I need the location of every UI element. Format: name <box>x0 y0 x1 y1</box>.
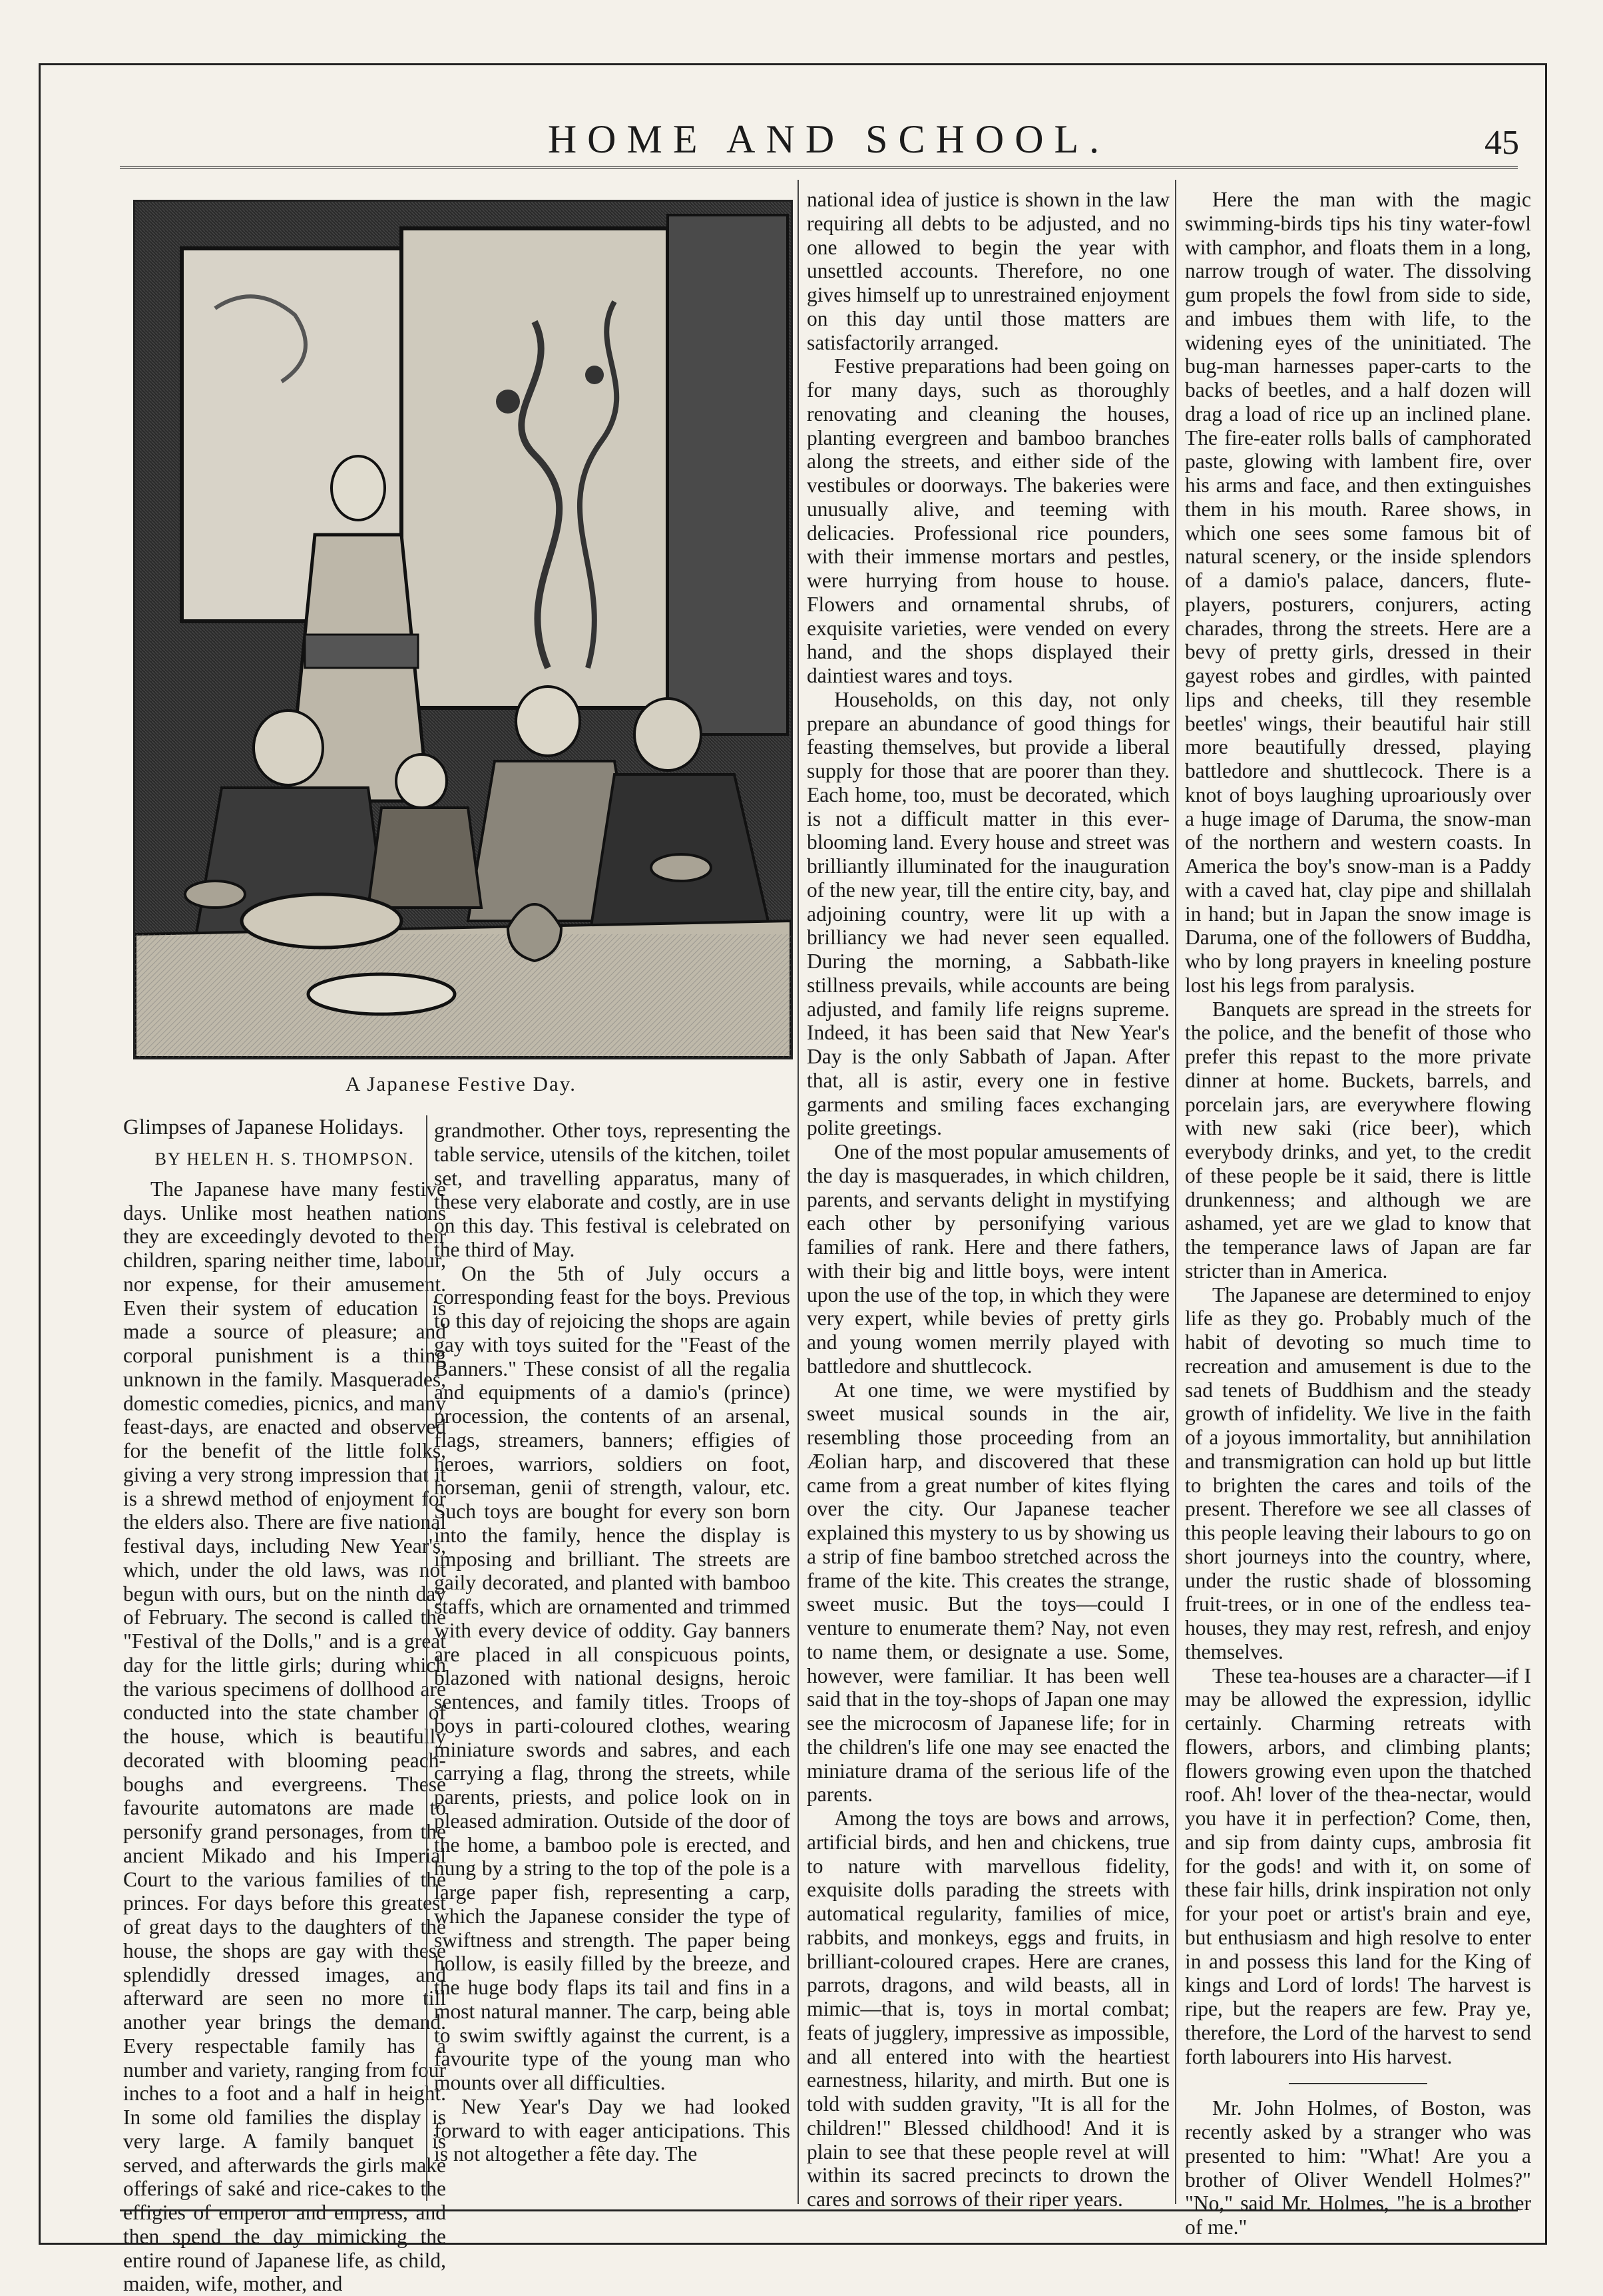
byline: BY HELEN H. S. THOMPSON. <box>154 1149 415 1169</box>
bottom-rule <box>120 2209 1518 2211</box>
article-title: Glimpses of Japanese Holidays. <box>123 1115 404 1139</box>
paragraph: Festive preparations had been going on for many days, such as thoroughly renovating and cleaning the houses, planting evergreen and bamboo branches along the streets, and either side of the vestibules or doorways. The bakeries were unusually alive, and teeming with delicacies. Professional rice pounders, with their immense mortars and pestles, were hurrying from house to house. Flowers and ornamental shrubs, of exquisite varieties, were vended on every hand, and the shops displayed their daintiest wares and toys. <box>807 354 1170 687</box>
paragraph: Banquets are spread in the streets for the police, and the benefit of those who prefer this repast to the more private dinner at home. Buckets, barrels, and porcelain jars, are everywhere flowing with new saki (rice beer), which everybody drinks, and yet, to the credit of these people be it said, there is little drunkenness; and although we are ashamed, yet are we glad to know that the temperance laws of Japan are far stricter than in America. <box>1185 997 1531 1283</box>
paragraph: grandmother. Other toys, representing the table service, utensils of the kitchen, toilet set, and travelling apparatus, many of these very elaborate and costly, are in use on this day. This festival is celebrated on the third of May. <box>434 1119 790 1261</box>
engraving-illustration-icon <box>133 200 793 1059</box>
section-rule <box>1289 2083 1427 2084</box>
paragraph: On the 5th of July occurs a corresponding feast for the boys. Previous to this day of rejoicing the shops are again gay with toys suited for the "Feast of the Banners." These consist of all the regalia and equipments of a damio's (prince) procession, the contents of an arsenal, flags, streamers, banners; effigies of heroes, warriors, soldiers on foot, horseman, genii of strength, valour, etc. Such toys are bought for every son born into the family, hence the display is imposing and brilliant. The streets are gaily decorated, and planted with bamboo staffs, which are ornamented and trimmed with every device of oddity. Gay banners are placed in all conspicuous points, blazoned with national designs, heroic sentences, and family titles. Troops of boys in parti-coloured clothes, wearing miniature swords and sabres, and each carrying a flag, throng the streets, while parents, priests, and police look on in pleased admiration. Outside of the door of the home, a bamboo pole is erected, and hung by a string to the top of the pole is a large paper fish, representing a carp, which the Japanese consider the type of swiftness and strength. The paper being hollow, is easily filled by the breeze, and the huge body flaps its tail and fins in a most natural manner. The carp, being able to swim swiftly against the current, is a favourite type of the young man who mounts over all difficulties. <box>434 1261 790 2094</box>
column-rule <box>1175 180 1176 2204</box>
paragraph: Households, on this day, not only prepare an abundance of good things for feasting themselves, but provide a liberal supply for those that are poorer than they. Each home, too, must be decorated, which is not a difficult matter in this ever-blooming land. Every house and street was brilliantly illuminated for the inauguration of the new year, till the entire city, bay, and adjoining country, were lit up with a brilliancy we had never seen equalled. During the morning, a Sabbath-like stillness prevails, while accounts are being adjusted, and family life reigns supreme. Indeed, it has been said that New Year's Day is the only Sabbath of Japan. After that, all is astir, every one in festive garments and smiling faces exchanging polite greetings. <box>807 687 1170 1140</box>
paragraph: Here the man with the magic swimming-birds tips his tiny water-fowl with camphor, and floats them in a long, narrow trough of water. The dissolving gum propels the fowl from side to side, and imbues them with life, to the widening eyes of the uninitiated. The bug-man harnesses paper-carts to the backs of beetles, and a half dozen will drag a load of rice up an inclined plane. The fire-eater rolls balls of camphorated paste, glowing with lambent fire, over his arms and face, and then extinguishes them in his mouth. Raree shows, in which one sees some famous bit of natural scenery, or the inside splendors of a damio's palace, dancers, flute-players, posturers, conjurers, acting charades, throng the streets. Here are a bevy of pretty girls, dressed in their gayest robes and girdles, with painted lips and cheeks, till they resemble beetles' wings, their beautiful hair still more beautifully dressed, playing battledore and shuttlecock. There is a knot of boys laughing uproariously over a huge image of Daruma, the snow-man of the northern and western coasts. In America the boy's snow-man is a Paddy with a caved hat, clay pipe and shillalah in hand; but in Japan the snow image is Daruma, one of the followers of Buddha, who by long prayers in kneeling posture lost his legs from paralysis. <box>1185 188 1531 997</box>
paragraph: national idea of justice is shown in the law requiring all debts to be adjusted, and no one allowed to begin the year with unsettled accounts. Therefore, no one gives himself up to unrestrained enjoyment on this day until those matters are satisfactorily arranged. <box>807 188 1170 354</box>
paragraph: At one time, we were mystified by sweet musical sounds in the air, resembling those proceeding from an Æolian harp, and discovered that these came from a great number of kites flying over the city. Our Japanese teacher explained this mystery to us by showing us a strip of fine bamboo stretched across the frame of the kite. This creates the strange, sweet music. But the toys—could I venture to enumerate them? Nay, not even to name them, or designate a use. Some, however, were familiar. It has been well said that in the toy-shops of Japan one may see the microcosm of Japanese life; for in the children's life one may see enacted the miniature drama of the serious life of the parents. <box>807 1378 1170 1807</box>
anecdote-paragraph: Mr. John Holmes, of Boston, was recently asked by a stranger who was presented to him: "What! Are you a brother of Oliver Wendell Holmes?" "No," said Mr. Holmes, "he is a brother of me." <box>1185 2096 1531 2239</box>
paragraph: One of the most popular amusements of the day is masquerades, in which children, parents, and servants delight in mystifying each other by personifying various families of rank. Here and there fathers, with their big and little boys, were intent upon the use of the top, in which they were very expert, while bevies of pretty girls and young women merrily played with battledore and shuttlecock. <box>807 1140 1170 1378</box>
column-1 <box>123 1115 446 2296</box>
masthead-title: HOME AND SCHOOL. <box>547 117 1110 161</box>
paragraph: The Japanese are determined to enjoy life as they go. Probably much of the habit of devoting so much time to recreation and amusement is due to the sad tenets of Buddhism and the steady growth of infidelity. We live in the faith of a joyous immortality, but annihilation and transmigration can hold up but little to brighten the cares and toils of the present. Therefore we see all classes of this people leaving their labours to go on short journeys into the country, where, under the rustic shade of blossoming fruit-trees, or in one of the endless tea-houses, they may rest, refresh, and enjoy themselves. <box>1185 1283 1531 1663</box>
paragraph: The Japanese have many festive days. Unlike most heathen nations they are exceedingly devoted to their children, sparing neither time, labour, nor expense, for their amusement. Even their system of education is made a source of pleasure; and corporal punishment is a thing unknown in the family. Masquerades, domestic comedies, picnics, and many feast-days, are enacted and observed for the benefit of the little folks, giving a very strong impression that it is a shrewd method of enjoyment for the elders also. There are five national festival days, including New Year's, which, under the old laws, was not begun with ours, but on the ninth day of February. The second is called the "Festival of the Dolls," and is a great day for the little girls; during which the various specimens of dollhood are conducted into the state chamber of the house, which is beautifully decorated with blooming peach-boughs and evergreens. These favourite automatons are made to personify grand personages, from the ancient Mikado and his Imperial Court to the various families of the princes. For days before this greatest of great days to the daughters of the house, the shops are gay with these splendidly dressed images, and afterward are seen no more till another year brings the demand. Every respectable family has a number and variety, ranging from four inches to a foot and a half in height. In some old families the display is very large. A family banquet is served, and afterwards the girls make offerings of saké and rice-cakes to the effigies of emperor and empress, and then spend the day mimicking the entire round of Japanese life, as child, maiden, wife, mother, and <box>123 1177 446 2296</box>
column-3 <box>807 188 1170 2211</box>
column-rule <box>426 1115 427 2201</box>
paragraph: Among the toys are bows and arrows, artificial birds, and hen and chickens, true to nature with marvellous fidelity, exquisite dolls parading the streets with automatical regularity, families of mice, rabbits, and monkeys, eggs and fruits, in brilliant-coloured crapes. Here are cranes, parrots, dragons, and wild beasts, all in mimic—that is, toys in mortal combat; feats of jugglery, impressive as impossible, and all entered into with the heartiest earnestness, hilarity, and mirth. But one is told with sudden gravity, "It is all for the children!" Blessed childhood! And it is plain to see that these people revel at will within its sacred precincts to drown the cares and sorrows of their riper years. <box>807 1807 1170 2211</box>
column-4 <box>1185 188 1531 2239</box>
paragraph: These tea-houses are a character—if I may be allowed the expression, idyllic certainly. Charming retreats with flowers, arbors, and climbing plants; flowers growing even upon the thatched roof. Ah! lover of the thea-nectar, would you have it in perfection? Come, then, and sip from dainty cups, ambrosia fit for the gods! and with it, on some of these fair hills, drink inspiration not only for your poet or artist's brain and eye, but enthusiasm and high resolve to enter in and possess this land for the King of kings and Lord of lords! The harvest is ripe, but the reapers are few. Pray ye, therefore, the Lord of the harvest to send forth labourers into His harvest. <box>1185 1663 1531 2068</box>
page-number: 45 <box>1485 124 1519 162</box>
column-2 <box>434 1119 790 2166</box>
figure-caption: A Japanese Festive Day. <box>345 1072 577 1095</box>
page-header <box>120 117 1538 163</box>
header-rule <box>120 166 1518 169</box>
paragraph: New Year's Day we had looked forward to with eager anticipations. This is not altogether a fête day. The <box>434 2094 790 2166</box>
column-rule <box>798 180 799 2204</box>
